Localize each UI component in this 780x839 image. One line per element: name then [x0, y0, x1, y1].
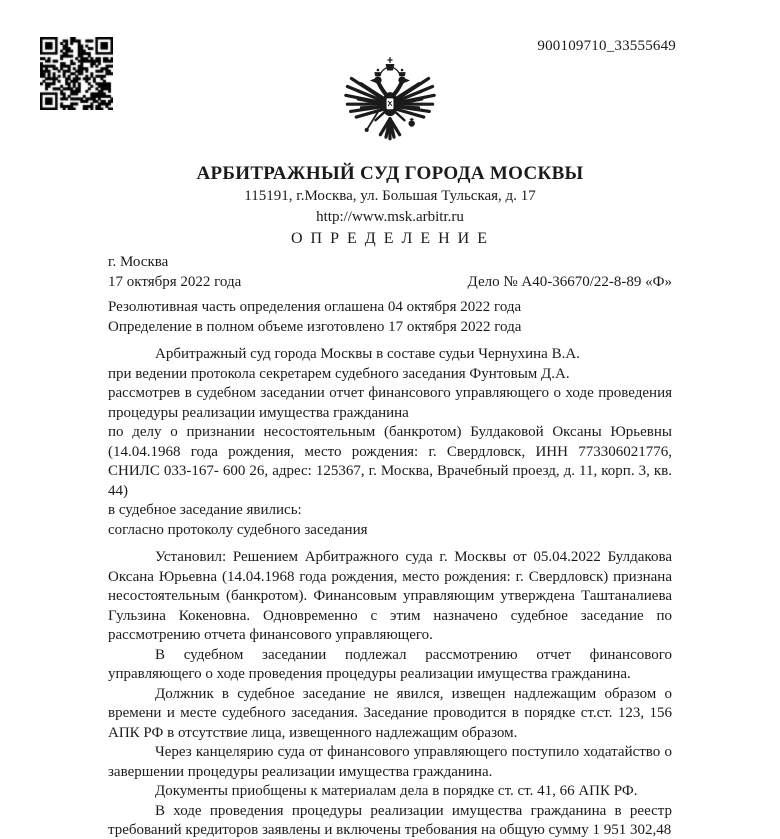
case-number: Дело № А40-36670/22-8-89 «Ф»: [467, 274, 672, 290]
intro-segment: рассмотрев в судебном заседании отчет финансового управляющего о ходе проведения процедуры реализации имущества гражданина: [108, 385, 672, 421]
body-paragraph: Должник в судебное заседание не явился, извещен надлежащим образом о времени и месте судебного заседания. Заседание проводится в порядке ст.ст. 123, 156 АПК РФ в отсутствие лица, извещенного надлежащим образом.: [108, 685, 672, 741]
intro-segment: в судебное заседание явились:: [108, 502, 302, 518]
ruling-body-block: [108, 548, 672, 839]
body-paragraph: Документы приобщены к материалам дела в порядке ст. ст. 41, 66 АПК РФ.: [155, 783, 638, 799]
coat-of-arms-emblem: [340, 56, 440, 154]
document-id: 900109710_33555649: [537, 38, 676, 54]
qr-code: [40, 37, 113, 110]
intro-segment: согласно протоколу судебного заседания: [108, 521, 368, 538]
document-type-title: О П Р Е Д Е Л Е Н И Е: [291, 230, 489, 247]
body-paragraph: В ходе проведения процедуры реализации имущества гражданина в реестр требований кредиторов заявлены и включены требования на общую сумму 1 951 302,48: [108, 802, 672, 838]
intro-segment: по делу о признании несостоятельным (банкротом) Булдаковой Оксаны Юрьевны (14.04.1968 года рождения, место рождения: г. Свердловск, ИНН 773306021776, СНИЛС 033-167- 600 26, адрес: 125367, г. Москва, Врачебный проезд, д. 11, корп. 3, кв. 44): [108, 424, 672, 499]
body-paragraph: В судебном заседании подлежал рассмотрению отчет финансового управляющего о ходе проведения процедуры реализации имущества гражданина.: [108, 646, 672, 682]
court-name-title: АРБИТРАЖНЫЙ СУД ГОРОДА МОСКВЫ: [196, 163, 584, 184]
decision-date: 17 октября 2022 года: [108, 274, 242, 290]
resolution-made-line: Определение в полном объеме изготовлено 17 октября 2022 года: [108, 318, 522, 335]
court-address: 115191, г.Москва, ул. Большая Тульская, д. 17: [244, 188, 536, 204]
case-intro-block: [108, 345, 672, 540]
city-line: г. Москва: [108, 254, 169, 270]
body-paragraph: Установил: Решением Арбитражного суда г. Москвы от 05.04.2022 Булдакова Оксана Юрьевна (14.04.1968 года рождения, место рождения: г. Свердловск) признана несостоятельным (банкротом). Финансовым управляющим утверждена Таштаналиева Гульзина Кокеновна. Одновременно с этим назначено судебное заседание по рассмотрению отчета финансового управляющего.: [108, 549, 672, 643]
court-website: http://www.msk.arbitr.ru: [316, 209, 464, 225]
date-case-row: [108, 272, 672, 292]
intro-segment: при ведении протокола секретарем судебного заседания Фунтовым Д.А.: [108, 365, 570, 382]
resolution-announced-line: Резолютивная часть определения оглашена 04 октября 2022 года: [108, 299, 522, 315]
body-paragraph: Через канцелярию суда от финансового управляющего поступило ходатайство о завершении процедуры реализации имущества гражданина.: [108, 744, 672, 780]
intro-segment: Арбитражный суд города Москвы в составе судьи Чернухина В.А.: [155, 346, 580, 362]
resolution-block: [108, 298, 672, 337]
